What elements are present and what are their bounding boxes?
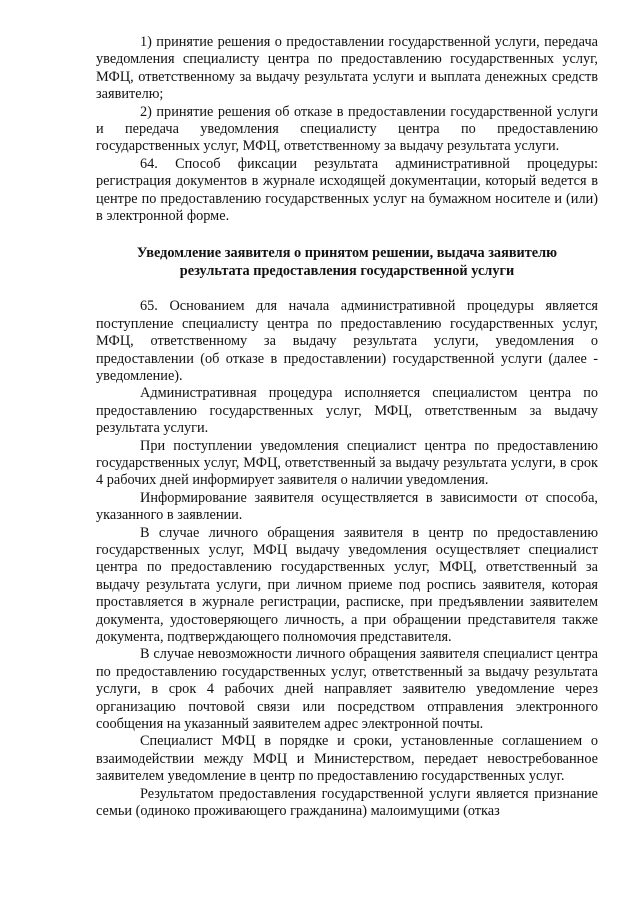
paragraph-informing-method: Информирование заявителя осуществляется в зависимости от способа, указанного в заявлении.	[96, 489, 598, 524]
paragraph-64-fixation-method: 64. Способ фиксации результата административной процедуры: регистрация документов в журнале исходящей документации, который ведется в центре по предоставлению государственных услуг на бумажном носителе и (или) в электронной форме.	[96, 155, 598, 225]
section-heading	[96, 245, 598, 280]
paragraph-decision-refusal: 2) принятие решения об отказе в предоставлении государственной услуги и передача уведомления специалисту центра по предоставлению государственных услуг, МФЦ, ответственному за выдачу результата услуги.	[96, 103, 598, 155]
section-heading-line-2: результата предоставления государственной услуги	[179, 262, 515, 279]
paragraph-personal-visit: В случае личного обращения заявителя в центр по предоставлению государственных услуг, МФЦ выдачу уведомления осуществляет специалист центра по предоставлению государственных услуг, МФЦ, ответственный за выдачу результата услуги, при личном приеме под роспись заявителя, которая проставляется в журнале регистрации, расписке, при предъявлении заявителем документа, удостоверяющего личность, а при обращении представителя также документа, подтверждающего полномочия представителя.	[96, 524, 598, 645]
paragraph-decision-grant: 1) принятие решения о предоставлении государственной услуги, передача уведомления специалисту центра по предоставлению государственных услуг, МФЦ, ответственному за выдачу результата услуги и выплата денежных средств заявителю;	[96, 34, 598, 103]
paragraph-result: Результатом предоставления государственной услуги является признание семьи (одиноко проживающего гражданина) малоимущими (отказ	[96, 785, 598, 820]
paragraph-remote-notification: В случае невозможности личного обращения заявителя специалист центра по предоставлению государственных услуг, ответственный за выдачу результата услуги, в срок 4 рабочих дней направляет заявителю уведомление через организацию почтовой связи или посредством отправления электронного сообщения на указанный заявителем адрес электронной почты.	[96, 646, 598, 733]
section-heading-line-1: Уведомление заявителя о принятом решении, выдача заявителю	[136, 245, 558, 262]
paragraph-notification-receipt: При поступлении уведомления специалист центра по предоставлению государственных услуг, МФЦ, ответственный за выдачу результата услуги, в срок 4 рабочих дней информирует заявителя о наличии уведомления.	[96, 437, 598, 489]
paragraph-65-basis: 65. Основанием для начала административной процедуры является поступление специалисту центра по предоставлению государственных услуг, МФЦ, ответственному за выдачу результата услуги, уведомления о предоставлении (об отказе в предоставлении) государственной услуги (далее - уведомление).	[96, 298, 598, 384]
paragraph-mfc-transfer: Специалист МФЦ в порядке и сроки, установленные соглашением о взаимодействии между МФЦ и Министерством, передает невостребованное заявителем уведомление в центр по предоставлению государственных услуг.	[96, 733, 598, 785]
paragraph-procedure-executor: Административная процедура исполняется специалистом центра по предоставлению государственных услуг, МФЦ, ответственным за выдачу результата услуги.	[96, 385, 598, 437]
